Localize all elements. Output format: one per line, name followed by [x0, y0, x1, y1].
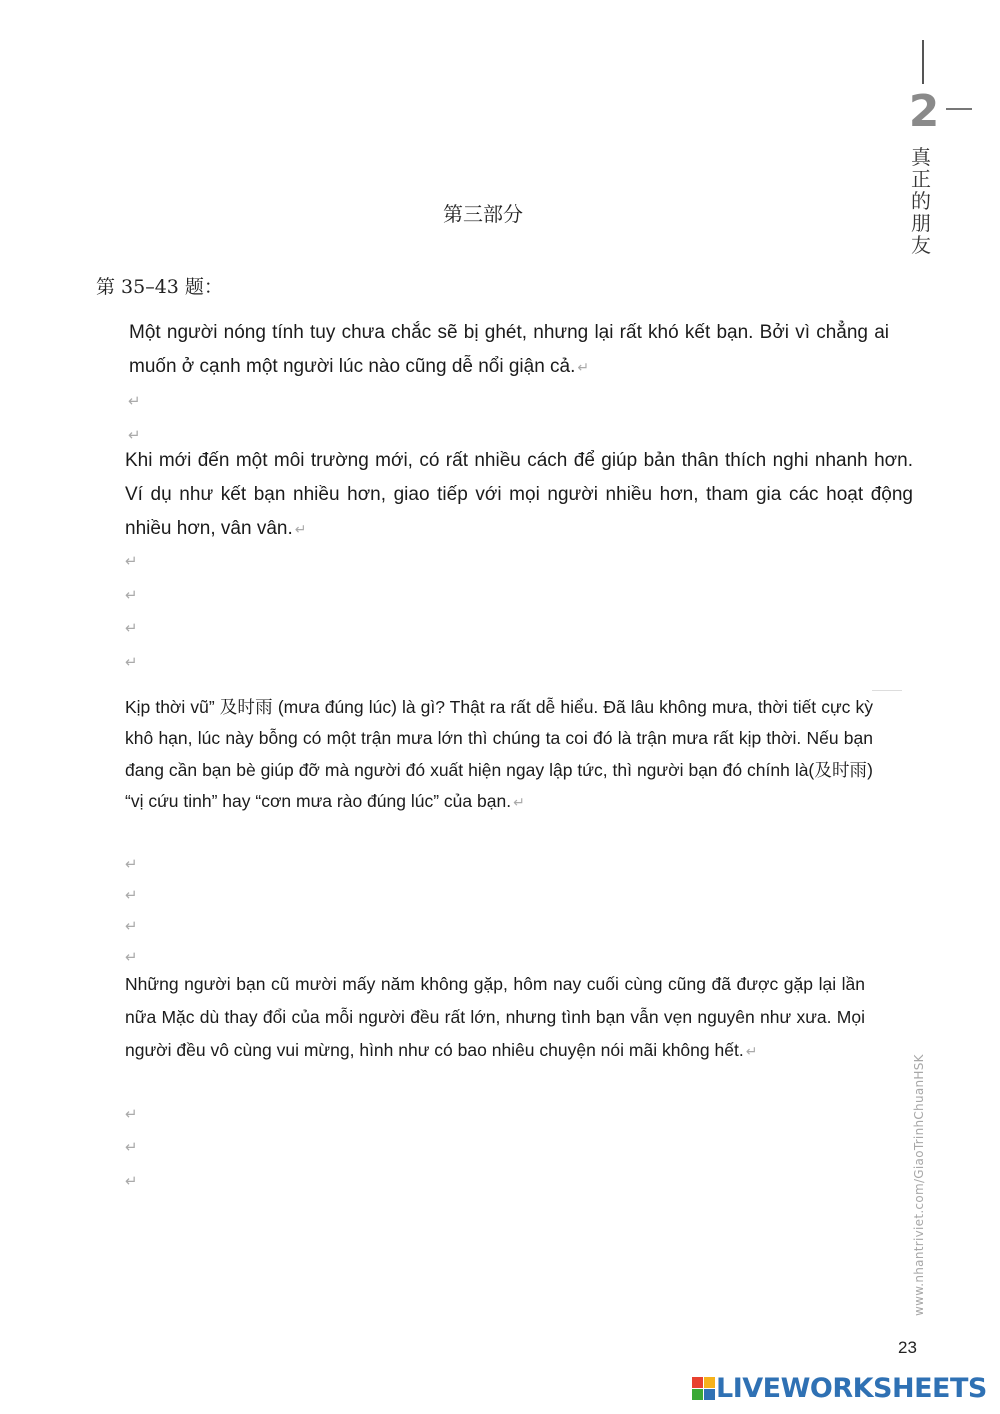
paragraph-mark-icon: ↵	[125, 886, 138, 904]
logo-square-green	[692, 1389, 703, 1400]
paragraph-mark-icon: ↵	[294, 521, 307, 537]
section-title: 第三部分	[443, 202, 523, 226]
paragraph-mark-icon: ↵	[125, 653, 138, 671]
passage-3-text: Kịp thời vũ” 及时雨 (mưa đúng lúc) là gì? Thật ra rất dễ hiểu. Đã lâu không mưa, thời tiết cực kỳ khô hạn, lúc này bỗng có một trận mưa lớn thì chúng ta coi đó là trận mưa rất kịp thời. Nếu bạn đang cần bạn bè giúp đỡ mà người đó xuất hiện ngay lập tức, thì người bạn đó chính là(及时雨) “vị cứu tinh” hay “cơn mưa rào đúng lúc” của bạn.	[125, 697, 873, 811]
passage-4	[125, 968, 865, 1067]
liveworksheets-logo-icon	[692, 1377, 716, 1401]
passage-1-text: Một người nóng tính tuy chưa chắc sẽ bị ghét, nhưng lại rất khó kết bạn. Bởi vì chẳng ai muốn ở cạnh một người lúc nào cũng dễ nổi giận cả.	[129, 322, 889, 377]
paragraph-mark-icon: ↵	[125, 948, 138, 966]
paragraph-mark-icon: ↵	[125, 619, 138, 637]
chapter-number: 2	[908, 86, 940, 137]
chapter-marker-line-top	[922, 40, 924, 84]
paragraph-mark-icon: ↵	[513, 793, 525, 810]
paragraph-mark-icon: ↵	[577, 359, 590, 375]
page-number: 23	[898, 1338, 917, 1357]
logo-square-red	[692, 1377, 703, 1388]
paragraph-mark-icon: ↵	[128, 392, 141, 410]
passage-2	[125, 444, 913, 546]
paragraph-mark-icon: ↵	[125, 1172, 138, 1190]
paragraph-mark-icon: ↵	[125, 917, 138, 935]
scan-artifact-line	[872, 690, 902, 691]
paragraph-mark-icon: ↵	[125, 855, 138, 873]
paragraph-mark-icon: ↵	[125, 1138, 138, 1156]
liveworksheets-wordmark: LIVEWORKSHEETS	[716, 1373, 987, 1404]
side-watermark: www.nhantriviet.com/GiaoTrinhChuanHSK	[912, 1054, 926, 1316]
paragraph-mark-icon: ↵	[128, 426, 141, 444]
logo-square-yellow	[704, 1377, 715, 1388]
paragraph-mark-icon: ↵	[125, 586, 138, 604]
paragraph-mark-icon: ↵	[125, 1105, 138, 1123]
paragraph-mark-icon: ↵	[745, 1042, 758, 1059]
passage-3	[125, 692, 873, 818]
passage-4-text: Những người bạn cũ mười mấy năm không gặp, hôm nay cuối cùng cũng đã được gặp lại lần nữa Mặc dù thay đổi của mỗi người đều rất lớn, nhưng tình bạn vẫn vẹn nguyên như xưa. Mọi người đều vô cùng vui mừng, hình như có bao nhiêu chuyện nói mãi không hết.	[125, 974, 865, 1060]
paragraph-mark-icon: ↵	[125, 552, 138, 570]
question-range: 第 35–43 题：	[96, 276, 223, 298]
passage-2-text: Khi mới đến một môi trường mới, có rất nhiều cách để giúp bản thân thích nghi nhanh hơn. Ví dụ như kết bạn nhiều hơn, giao tiếp với mọi người nhiều hơn, tham gia các hoạt động nhiều hơn, vân vân.	[125, 450, 913, 539]
chapter-title: 真正的朋友	[911, 145, 931, 257]
passage-1	[129, 316, 889, 384]
chapter-dash	[946, 108, 972, 110]
logo-square-blue	[704, 1389, 715, 1400]
